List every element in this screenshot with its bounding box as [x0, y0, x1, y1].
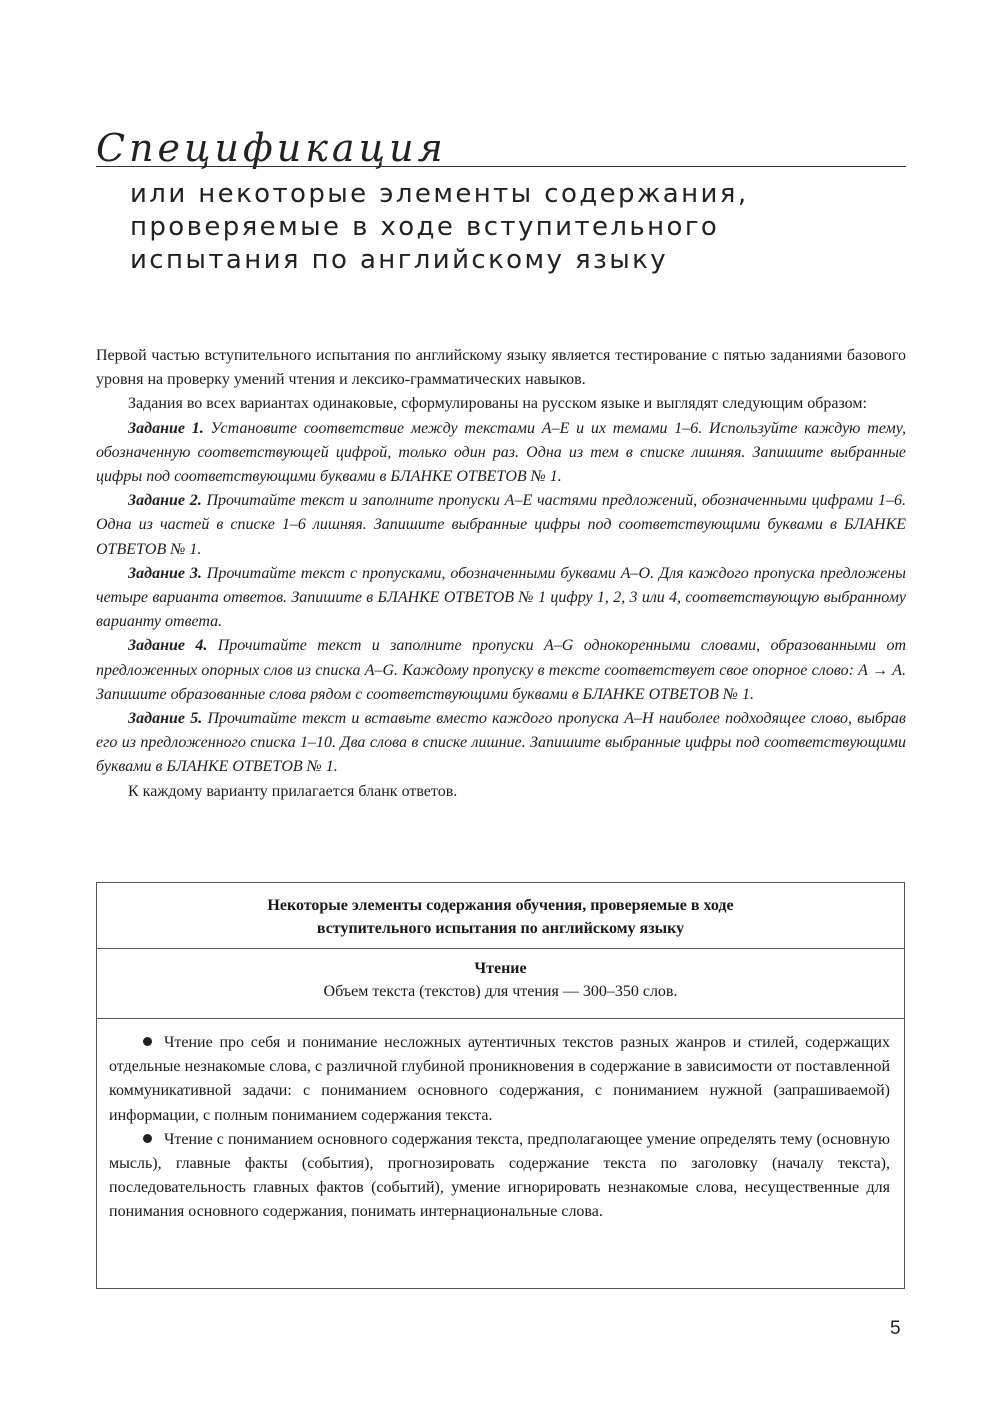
list-item-text: Чтение с пониманием основного содержания текста, предполагающее умение определять тему (основную мысль), главные факты (события), прогнозировать содержание текста по заголовку (началу текста), последовательность главных фактов (событий), умение игнорировать незнакомые слова, несущественные для понимания основного содержания, понимать интернациональные слова.: [109, 1130, 890, 1221]
content-elements-table: [96, 882, 905, 1289]
subtitle-line-3: испытания по английскому языку: [130, 245, 669, 275]
task-4-label: Задание 4.: [128, 637, 208, 655]
task-2: [96, 489, 906, 562]
task-1-text: Установите соответствие между текстами А–Е и их темами 1–6. Используйте каждую тему, обозначенную соответствующей цифрой, только один раз. Одна из тем в списке лишняя. Запишите выбранные цифры под соответствующими буквами в БЛАНКЕ ОТВЕТОВ № 1.: [96, 419, 906, 486]
task-1: [96, 417, 906, 490]
page-title: Спецификация: [96, 126, 447, 170]
task-2-label: Задание 2.: [128, 492, 202, 510]
page-number: 5: [890, 1318, 901, 1339]
reading-title: Чтение: [474, 960, 527, 977]
task-5-label: Задание 5.: [128, 710, 203, 728]
task-3: [96, 562, 906, 635]
list-item-text: Чтение про себя и понимание несложных аутентичных текстов разных жанров и стилей, содержащих отдельные незнакомые слова, с различной глубиной проникновения в содержание в зависимости от поставленной коммуникативной задачи: с пониманием основного содержания, с пониманием нужной (запрашиваемой) информации, с полным пониманием содержания текста.: [109, 1034, 890, 1124]
task-2-text: Прочитайте текст и заполните пропуски А–Е частями предложений, обозначенными цифрами 1–6. Одна из частей в списке 1–6 лишняя. Запишите выбранные цифры под соответствующими буквами в БЛАНКЕ ОТВЕТОВ № 1.: [96, 492, 906, 558]
intro-paragraph-2: Задания во всех вариантах одинаковые, сформулированы на русском языке и выглядят следующим образом:: [128, 395, 867, 413]
title-rule: [96, 166, 906, 167]
table-header-line-2: вступительного испытания по английскому языку: [316, 920, 685, 937]
task-1-label: Задание 1.: [128, 419, 204, 437]
task-4-text: Прочитайте текст и заполните пропуски А–G однокоренными словами, образованными от предложенных опорных слов из списка А–G. Каждому пропуску в тексте соответствует свое опорное слово: А → А. Запишите образованные слова рядом с соответствующими буквами в БЛАНКЕ ОТВЕТОВ № 1.: [96, 637, 907, 703]
table-header-line-1: Некоторые элементы содержания обучения, проверяемые в ходе: [267, 897, 734, 914]
task-5-text: Прочитайте текст и вставьте вместо каждого пропуска А–Н наиболее подходящее слово, выбрав его из предложенного списка 1–10. Два слова в списке лишние. Запишите выбранные цифры под соответствующими буквами в БЛАНКЕ ОТВЕТОВ № 1.: [96, 710, 906, 776]
table-header: [97, 883, 904, 949]
reading-volume: Объем текста (текстов) для чтения — 300–350 слов.: [323, 983, 678, 1000]
page-subtitle: [130, 178, 910, 277]
reading-skills-list: [97, 1019, 904, 1225]
intro-paragraph: Первой частью вступительного испытания по английскому языку является тестирование с пятью заданиями базового уровня на проверку умений чтения и лексико-грамматических навыков.: [96, 347, 906, 389]
list-item: [109, 1031, 890, 1128]
reading-section-header: [97, 949, 904, 1019]
body-text: [96, 344, 906, 804]
task-4: [96, 634, 906, 707]
subtitle-line-2: проверяемые в ходе вступительного: [130, 212, 720, 242]
subtitle-line-1: или некоторые элементы содержания,: [130, 179, 749, 209]
list-item: [109, 1128, 890, 1225]
bullet-icon: [143, 1037, 152, 1046]
task-3-label: Задание 3.: [128, 564, 202, 582]
bullet-icon: [143, 1134, 152, 1143]
task-3-text: Прочитайте текст с пропусками, обозначенными буквами А–О. Для каждого пропуска предложены четыре варианта ответов. Запишите в БЛАНКЕ ОТВЕТОВ № 1 цифру 1, 2, 3 или 4, соответствующую выбранному варианту ответа.: [96, 564, 907, 631]
closing-paragraph: К каждому варианту прилагается бланк ответов.: [128, 782, 458, 800]
task-5: [96, 707, 906, 780]
